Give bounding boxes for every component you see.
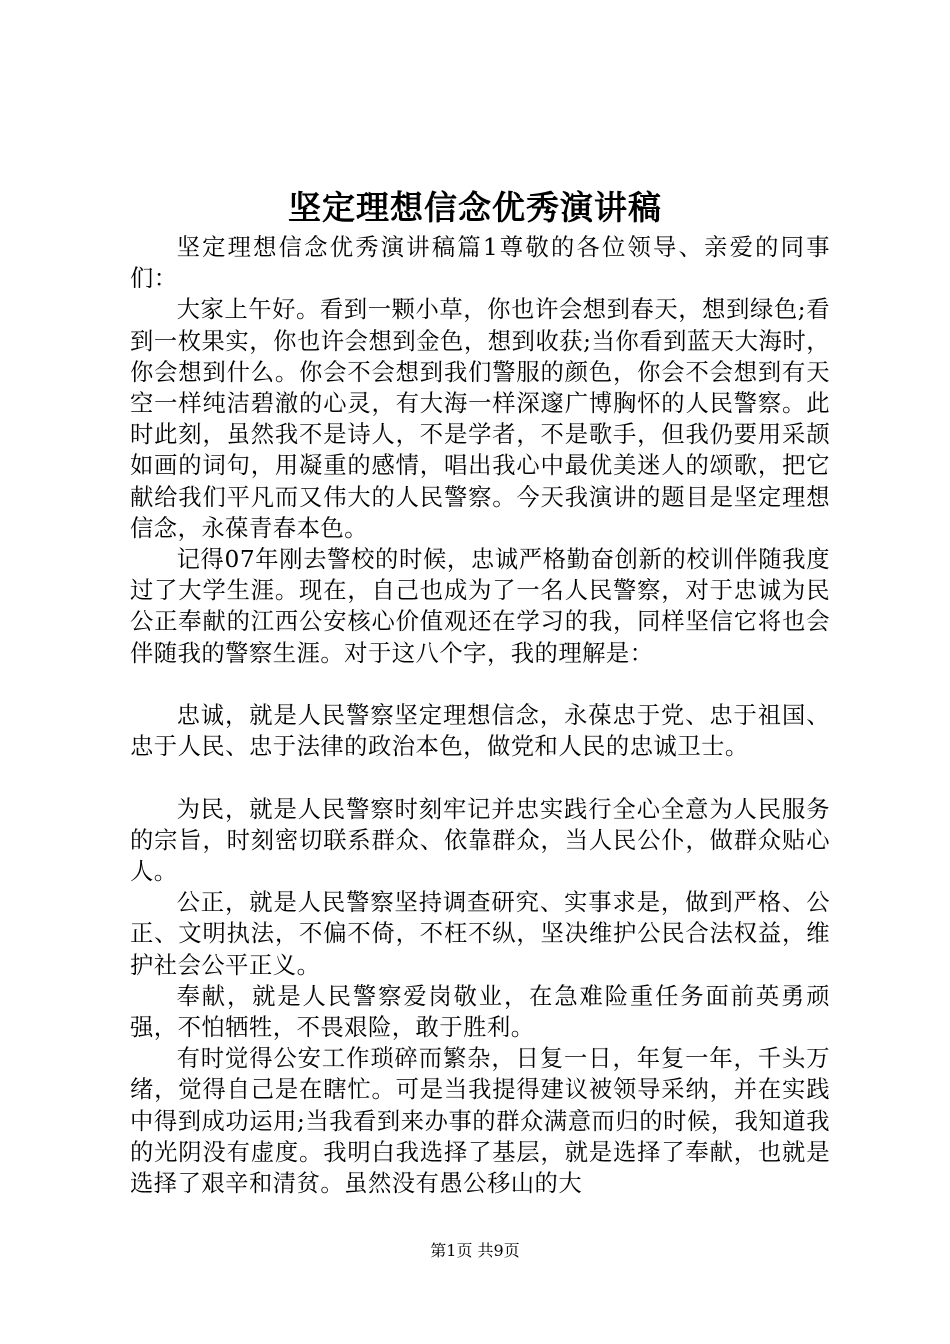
document-title: 坚定理想信念优秀演讲稿 — [288, 188, 662, 227]
blank-line — [130, 669, 830, 700]
paragraph-for-people: 为民，就是人民警察时刻牢记并忠实践行全心全意为人民服务的宗旨，时刻密切联系群众、依靠群众，当人民公仆，做群众贴心人。 — [130, 795, 830, 886]
paragraph-reflection: 有时觉得公安工作琐碎而繁杂，日复一日，年复一年，千头万绪，觉得自己是在瞎忙。可是当我提得建议被领导采纳，并在实践中得到成功运用;当我看到来办事的群众满意而归的时候，我知道我的光阴没有虚度。我明白我选择了基层，就是选择了奉献，也就是选择了艰辛和清贫。虽然没有愚公移山的大 — [130, 1045, 830, 1198]
paragraph-values-intro: 记得07年刚去警校的时候，忠诚严格勤奋创新的校训伴随我度过了大学生涯。现在，自己也成为了一名人民警察，对于忠诚为民公正奉献的江西公安核心价值观还在学习的我，同样坚信它将也会伴随我的警察生涯。对于这八个字，我的理解是： — [130, 546, 830, 667]
blank-line — [130, 762, 830, 793]
paragraph-justice: 公正，就是人民警察坚持调查研究、实事求是，做到严格、公正、文明执法，不偏不倚，不枉不纵，坚决维护公民合法权益，维护社会公平正义。 — [130, 889, 830, 979]
document-body — [130, 232, 830, 1199]
paragraph-dedication: 奉献，就是人民警察爱岗敬业，在急难险重任务面前英勇顽强，不怕牺牲，不畏艰险，敢于胜利。 — [130, 982, 830, 1042]
paragraph-loyalty: 忠诚，就是人民警察坚定理想信念，永葆忠于党、忠于祖国、忠于人民、忠于法律的政治本色，做党和人民的忠诚卫士。 — [130, 702, 830, 761]
paragraph-opening: 大家上午好。看到一颗小草，你也许会想到春天，想到绿色;看到一枚果实，你也许会想到金色，想到收获;当你看到蓝天大海时，你会想到什么。你会不会想到我们警服的颜色，你会不会想到有天空一样纯洁碧澈的心灵，有大海一样深邃广博胸怀的人民警察。此时此刻，虽然我不是诗人，不是学者，不是歌手，但我仍要用采颉如画的词句，用凝重的感情，唱出我心中最优美迷人的颂歌，把它献给我们平凡而又伟大的人民警察。今天我演讲的题目是坚定理想信念，永葆青春本色。 — [130, 296, 830, 542]
paragraph-greeting: 坚定理想信念优秀演讲稿篇1尊敬的各位领导、亲爱的同事们： — [130, 234, 830, 293]
page-footer: 第1页 共9页 — [430, 1241, 520, 1260]
